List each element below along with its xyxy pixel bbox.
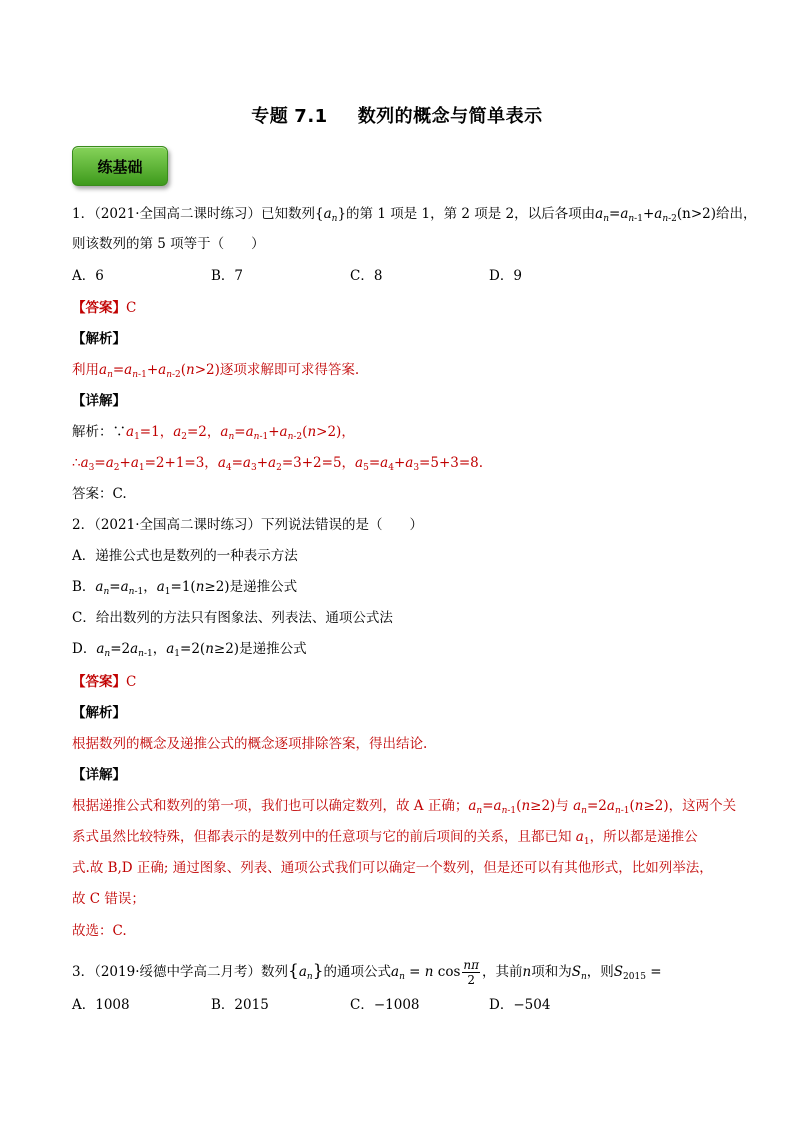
q3-stem: 3．（2019·绥德中学高二月考）数列$\{a_n\}$的通项公式$a_n = n$ cos $\frac{n\pi}{2}$ ，其前n项和为$S_n$，则$S_{2015}$ = — [72, 958, 662, 987]
q1-detail-label: 【详解】 — [72, 393, 126, 409]
q2-detail-line3: 式.故 B,D 正确; 通过图象、列表、通项公式我们可以确定一个数列，但是还可以有其他形式，比如列举法， — [72, 860, 713, 876]
q2-detail-label: 【详解】 — [72, 767, 126, 783]
q2-stem: 2．（2021·全国高二课时练习）下列说法错误的是（ ） — [72, 517, 423, 533]
q1-answer: 【答案】C — [72, 300, 137, 316]
q2-conclusion: 故选：C. — [72, 923, 127, 939]
q2-option-d: D．$a_n=2a_{n-1}$，$a_1=2(n\ge 2)$是递推公式 — [72, 641, 307, 659]
q1-analysis-label: 【解析】 — [72, 331, 126, 347]
q3-options: A．1008 B．2015 C．−1008 D．−504 — [72, 997, 551, 1013]
q2-option-c: C．给出数列的方法只有图象法、列表法、通项公式法 — [72, 610, 393, 626]
q1-stem-line1: 1．（2021·全国高二课时练习）已知数列$\{a_n\}$的第 1 项是 1，第 2 项是 2，以后各项由$a_n=a_{n-1}+a_{n-2}(n>2)$给出， — [72, 206, 757, 224]
q2-detail-line2: 系式虽然比较特殊，但都表示的是数列中的任意项与它的前后项间的关系，且都已知 $a_1$，所以都是递推公 — [72, 829, 698, 847]
q1-options: A．6 B．7 C．8 D．9 — [72, 268, 522, 284]
q1-detail-line2: $\therefore a_3=a_2+a_1=2+1=3$，$a_4=a_3+a_2=3+2=5$，$a_5=a_4+a_3=5+3=8$. — [72, 455, 484, 473]
q2-option-a: A．递推公式也是数列的一种表示方法 — [72, 548, 298, 564]
q1-stem-line2: 则该数列的第 5 项等于（ ） — [72, 236, 265, 252]
q2-detail-line4: 故 C 错误； — [72, 891, 145, 907]
q1-detail-line1: 解析：$\because a_1=1$，$a_2=2$，$a_n=a_{n-1}+a_{n-2}(n>2)$， — [72, 424, 355, 442]
q2-analysis-label: 【解析】 — [72, 705, 126, 721]
q1-conclusion: 答案：C. — [72, 486, 127, 502]
q2-option-b: B．$a_n=a_{n-1}$，$a_1=1(n\ge 2)$是递推公式 — [72, 579, 298, 597]
q1-analysis: 利用$a_n=a_{n-1}+a_{n-2}(n>2)$逐项求解即可求得答案. — [72, 362, 360, 380]
q2-answer: 【答案】C — [72, 674, 137, 690]
page-title: 专题 7.1 数列的概念与简单表示 — [251, 106, 543, 127]
section-badge: 练基础 — [72, 146, 168, 186]
q2-detail-line1: 根据递推公式和数列的第一项，我们也可以确定数列，故 A 正确；$a_n=a_{n-1}(n\ge 2)$与 $a_n=2a_{n-1}(n\ge 2)$，这两个关 — [72, 798, 737, 816]
q2-analysis: 根据数列的概念及递推公式的概念逐项排除答案，得出结论. — [72, 736, 428, 752]
